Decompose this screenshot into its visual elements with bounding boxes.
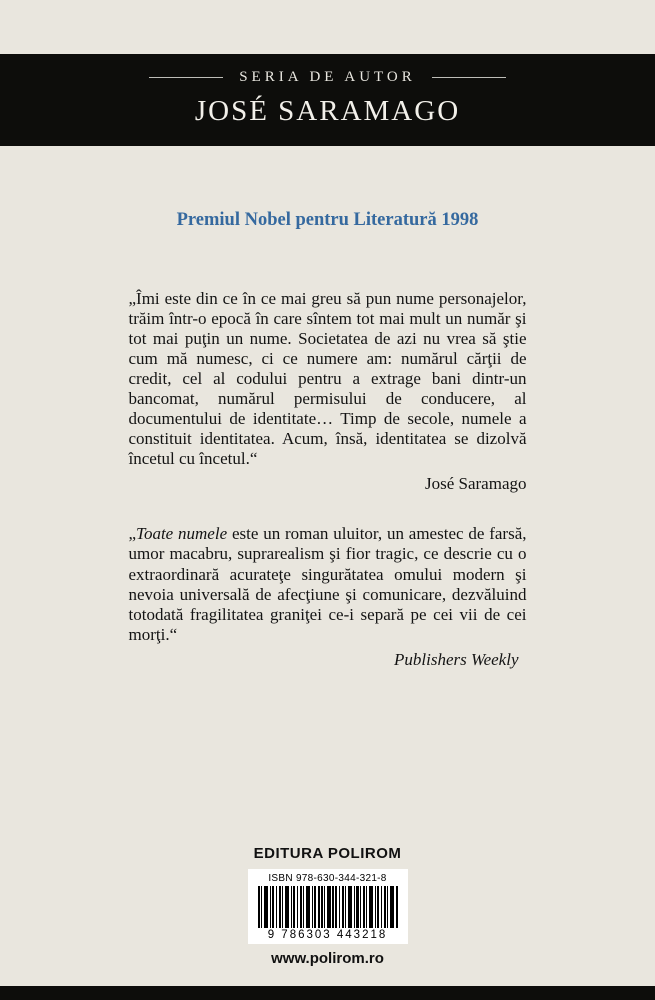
nobel-prize-line: Premiul Nobel pentru Literatură 1998 [176,210,479,230]
header-band [0,54,655,146]
barcode-digits: 9 786303 443218 [267,929,388,941]
author-quote [129,289,527,469]
series-rule-left [149,77,223,78]
series-label: SERIA DE AUTOR [239,69,416,85]
barcode [258,886,398,928]
review-open-quote: „ [128,524,137,544]
isbn-label: ISBN 978-630-344-321-8 [268,873,387,884]
author-name: JOSÉ SARAMAGO [194,95,461,127]
review-book-title: Toate numele [136,524,228,544]
series-row [0,69,655,86]
barcode-box [248,869,408,944]
bottom-strip [0,986,655,1000]
review-quote-text: este un roman uluitor, un amestec de farsă, umor macabru, suprarealism şi fior tragic, ce descrie cu o extraordinară acurateţe singurătatea omului modern şi nevoia universală de afecţiune şi comunicare, dezvăluind totodată fragilitatea graniţei ce-i separă pe cei vii de cei morţi.“ [128,524,527,644]
review-quote [129,524,527,644]
author-quote-attribution: José Saramago [424,474,527,494]
author-quote-text: „Îmi este din ce în ce mai greu să pun nume personajelor, trăim într-o epocă în care sîntem tot mai mult un număr şi tot mai puţin un nume. Societatea de azi nu vrea să ştie cum mă numesc, ci ce numere am: numărul cărţii de credit, cel al codului pentru a extrage bani dintr-un bancomat, numărul permisului de conducere, al documentului de identitate… Timp de secole, numele a constituit identitatea. Acum, însă, identitatea se dizolvă încetul cu încetul.“ [128,289,527,469]
publisher-name: EDITURA POLIROM [253,845,402,862]
review-quote-attribution: Publishers Weekly [394,649,519,669]
quotes-section [129,289,527,670]
series-rule-right [432,77,506,78]
publisher-block [0,845,655,967]
publisher-website: www.polirom.ro [271,950,384,967]
